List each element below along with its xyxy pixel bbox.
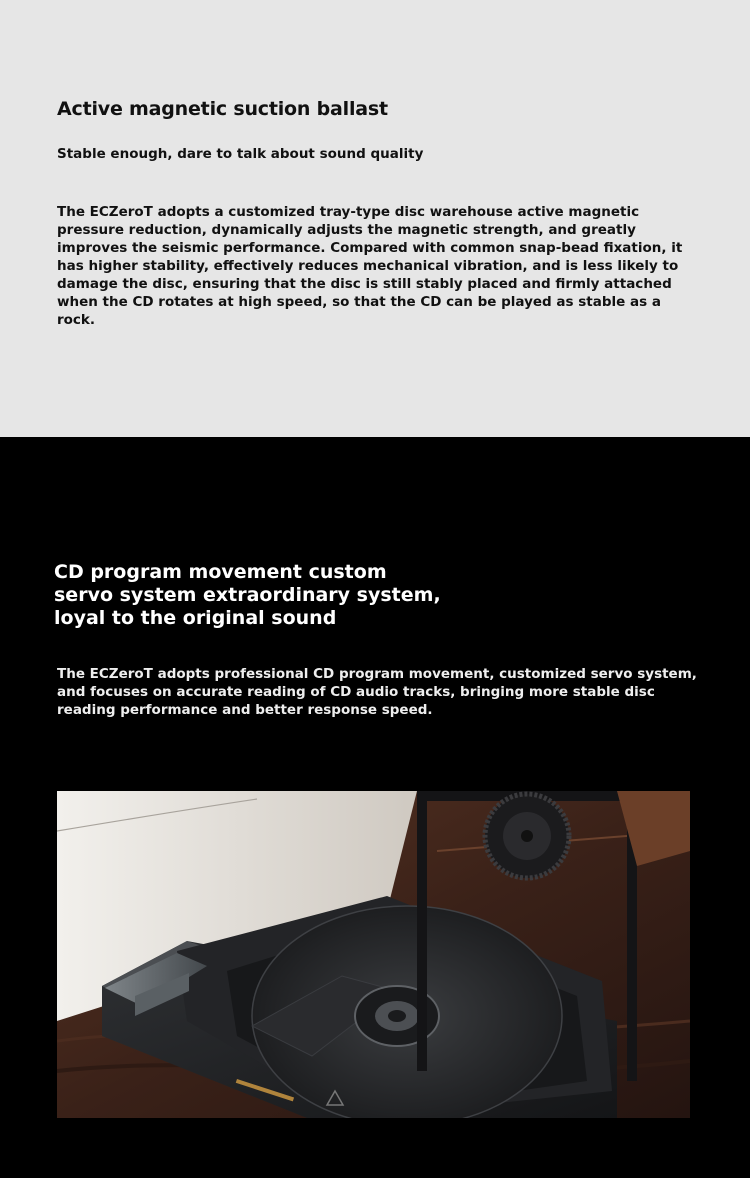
- section-body-magnetic: The ECZeroT adopts a customized tray-type disc warehouse active magnetic pressure reduction, dynamically adjusts the magnetic strength, and greatly improves the seismic performance. Compared with common snap-bead fixation, it has higher stability, effectively reduces mechanical vibration, and is less likely to damage the disc, ensuring that the disc is still stably placed and firmly attached when the CD rotates at high speed, so that the CD can be played as stable as a rock.: [57, 204, 683, 328]
- section-body-cd-movement: The ECZeroT adopts professional CD program movement, customized servo system, and focuses on accurate reading of CD audio tracks, bringing more stable disc reading performance and better response speed.: [57, 666, 697, 718]
- cd-player-photo: [57, 791, 690, 1118]
- section-title-magnetic: Active magnetic suction ballast: [57, 98, 388, 120]
- section-subtitle-magnetic: Stable enough, dare to talk about sound quality: [57, 146, 424, 162]
- section-title-cd-movement: CD program movement custom servo system extraordinary system, loyal to the original sound: [54, 561, 441, 629]
